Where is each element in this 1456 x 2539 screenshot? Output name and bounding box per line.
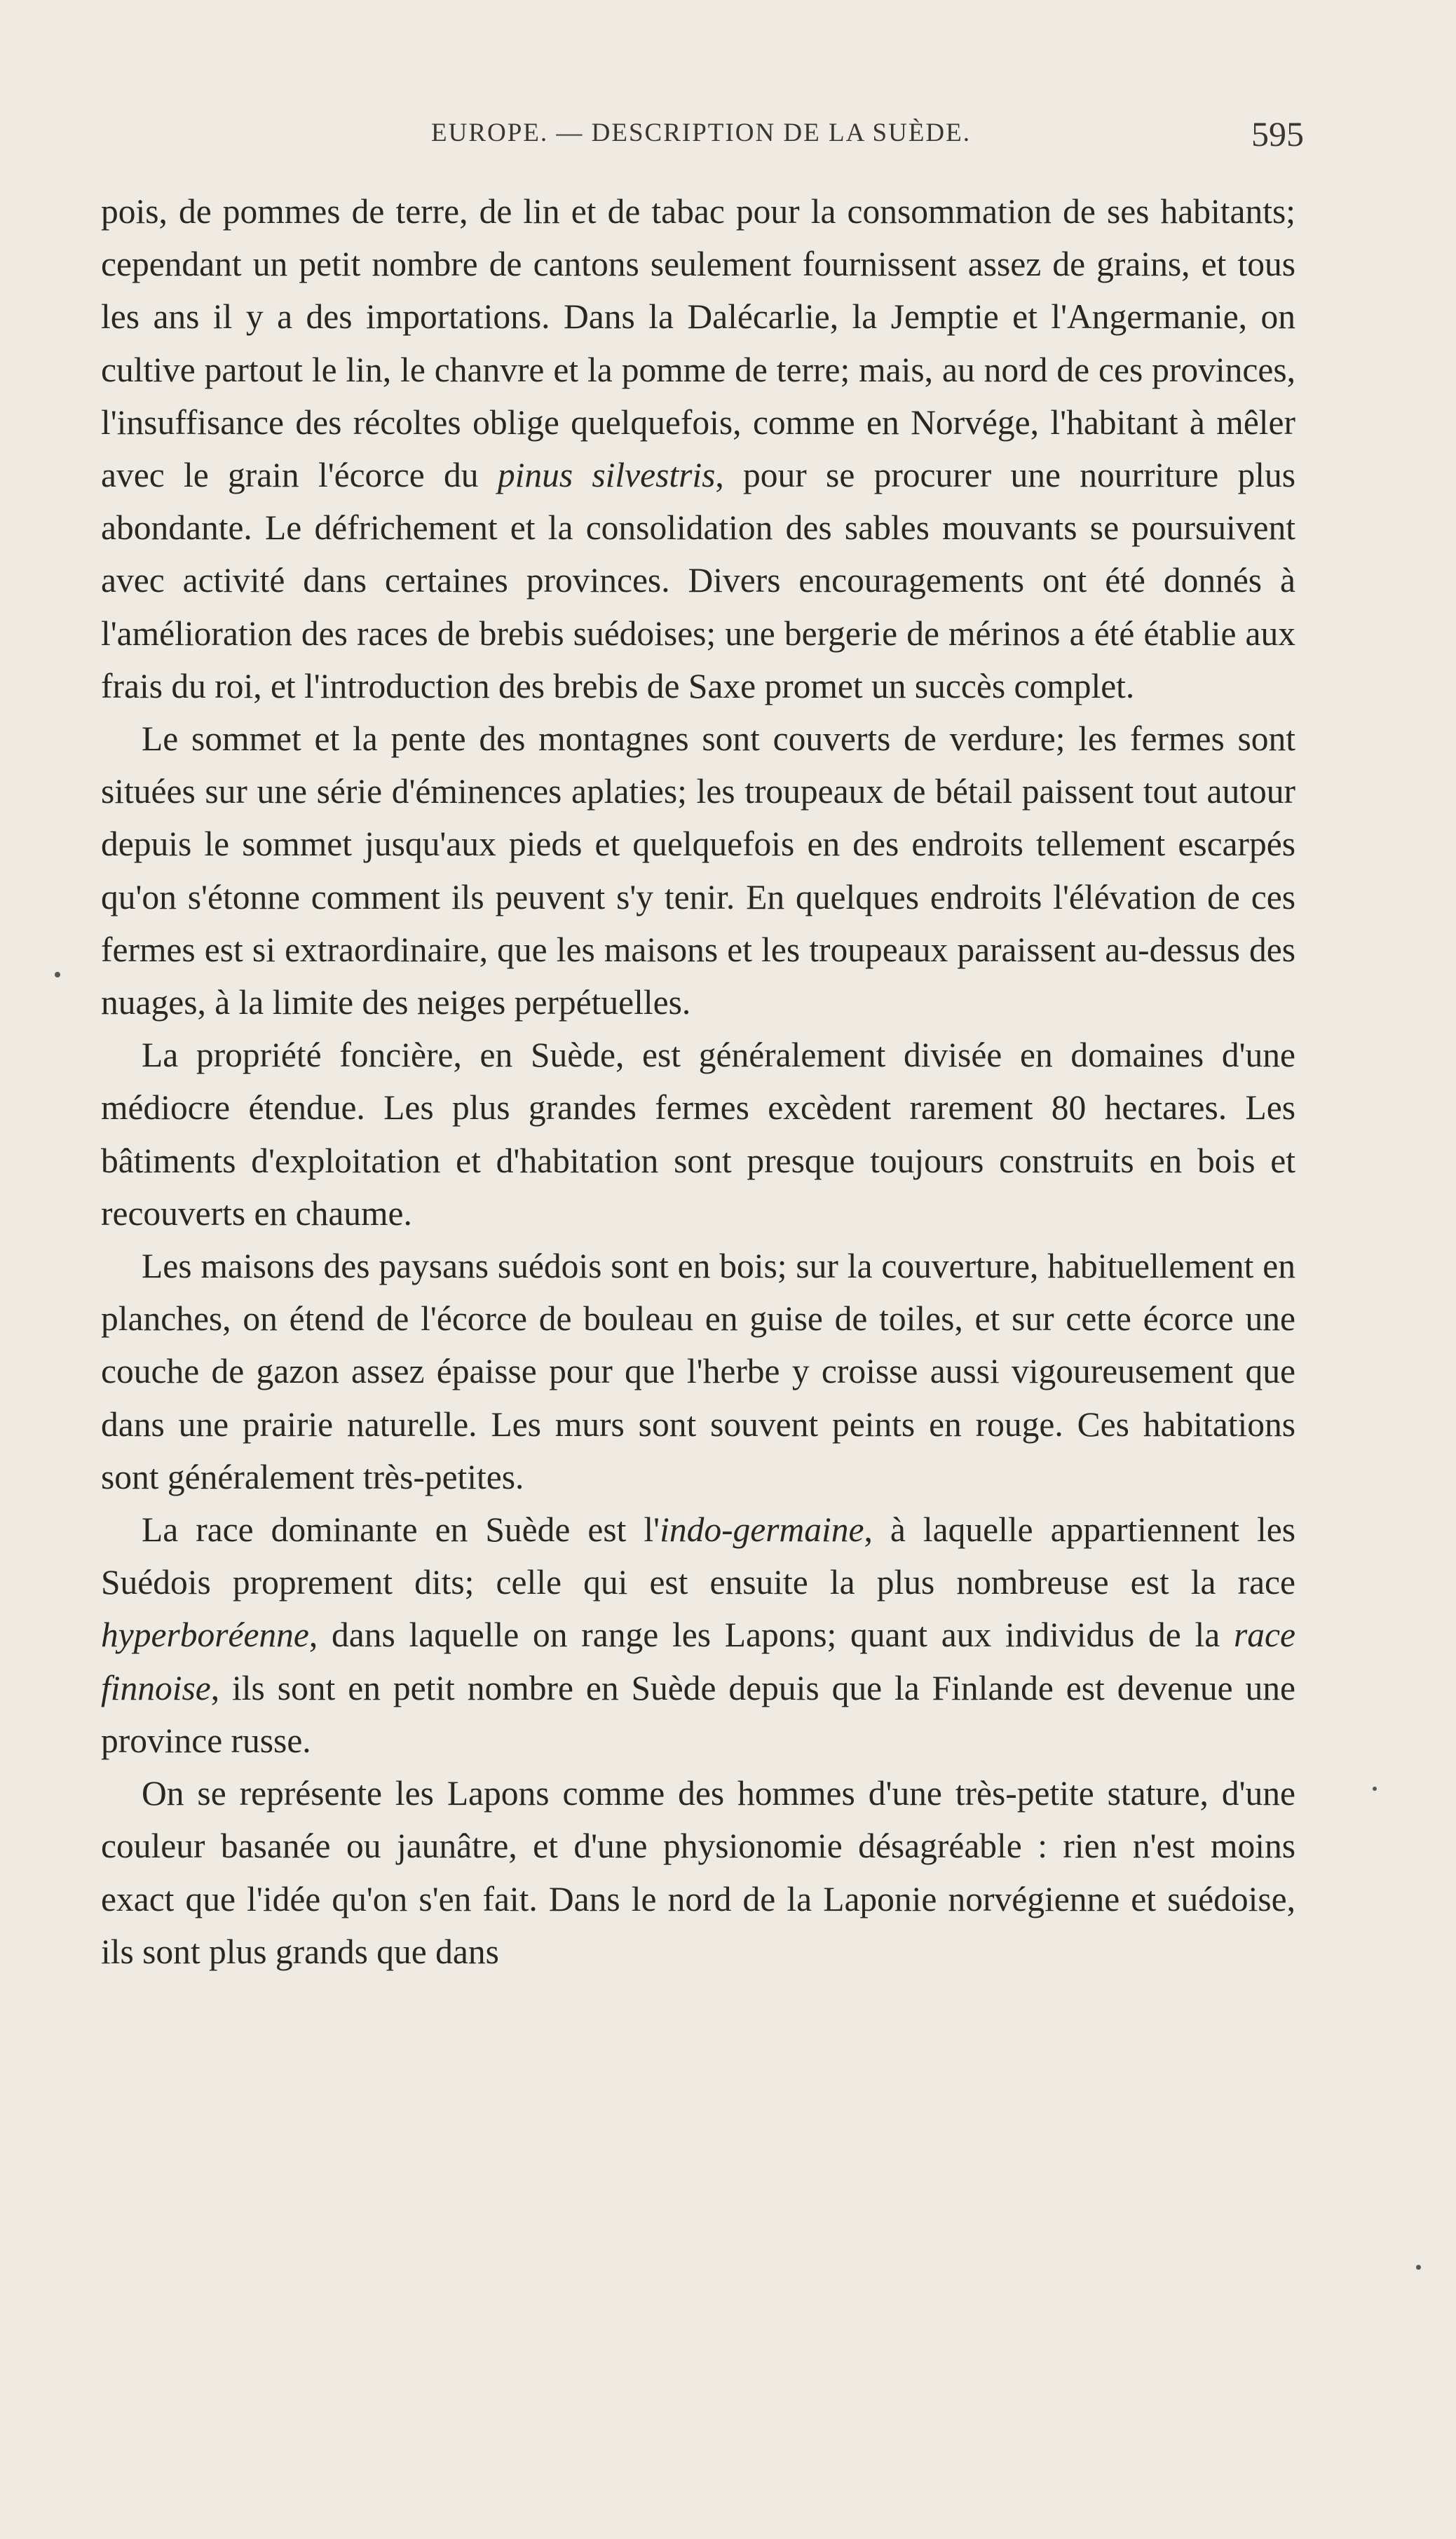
italic-term: pinus silvestris: [497, 456, 716, 495]
text-run: , dans laquelle on range les Lapons; quant aux individus de la: [308, 1616, 1234, 1655]
margin-speck: [1373, 1787, 1377, 1791]
text-run: , à laquelle appartiennent les Suédois proprement dits; celle qui est ensuite la plus nombreuse est la race: [101, 1510, 1295, 1602]
text-run: On se représente les Lapons comme des hommes d'une très-petite stature, d'une couleur basanée ou jaunâtre, et d'une physionomie désagréable : rien n'est moins exact que l'idée qu'on s'en fait. Dans le nord de la Laponie norvégienne et suédoise, ils sont plus grands que dans: [101, 1774, 1295, 1971]
text-run: pois, de pommes de terre, de lin et de tabac pour la consommation de ses habitants; cependant un petit nombre de cantons seulement fournissent assez de grains, et tous les ans il y a des importations. Dans la Dalécarlie, la Jemptie et l'Angermanie, on cultive partout le lin, le chanvre et la pomme de terre; mais, au nord de ces provinces, l'insuffisance des récoltes oblige quelquefois, comme en Norvége, l'habitant à mêler avec le grain l'écorce du: [101, 192, 1295, 495]
text-run: La race dominante en Suède est l': [142, 1510, 660, 1550]
text-run: Le sommet et la pente des montagnes sont couverts de verdure; les fermes sont situées sur une série d'éminences aplaties; les troupeaux de bétail paissent tout autour depuis le sommet jusqu'aux pieds et quelquefois en des endroits tellement escarpés qu'on s'étonne comment ils peuvent s'y tenir. En quelques endroits l'élévation de ces fermes est si extraordinaire, que les maisons et les troupeaux paraissent au-dessus des nuages, à la limite des neiges perpétuelles.: [101, 719, 1295, 1022]
paragraph: [101, 1503, 1295, 1767]
text-run: , ils sont en petit nombre en Suède depuis que la Finlande est devenue une province russe.: [101, 1668, 1295, 1760]
paragraph: [101, 1240, 1295, 1503]
margin-speck: [55, 972, 60, 977]
text-run: , pour se procurer une nourriture plus abondante. Le défrichement et la consolidation des sables mouvants se poursuivent avec activité dans certaines provinces. Divers encouragements ont été donnés à l'amélioration des races de brebis suédoises; une bergerie de mérinos a été établie aux frais du roi, et l'introduction des brebis de Saxe promet un succès complet.: [101, 456, 1295, 705]
running-head: EUROPE. — DESCRIPTION DE LA SUÈDE.: [431, 119, 971, 147]
paragraph: [101, 185, 1295, 712]
page-number: 595: [1251, 114, 1304, 154]
italic-term: race finnoise: [101, 1616, 1295, 1707]
margin-speck: [1416, 2265, 1421, 2270]
page-header: [98, 114, 1304, 174]
body-text: [101, 185, 1295, 1978]
paragraph: [101, 1029, 1295, 1240]
text-run: La propriété foncière, en Suède, est généralement divisée en domaines d'une médiocre étendue. Les plus grandes fermes excèdent rarement 80 hectares. Les bâtiments d'exploitation et d'habitation sont presque toujours construits en bois et recouverts en chaume.: [101, 1036, 1295, 1233]
italic-term: hyperboréenne: [101, 1616, 309, 1655]
paragraph: [101, 712, 1295, 1029]
italic-term: indo-germaine: [660, 1510, 864, 1550]
text-run: Les maisons des paysans suédois sont en bois; sur la couverture, habituellement en planches, on étend de l'écorce de bouleau en guise de toiles, et sur cette écorce une couche de gazon assez épaisse pour que l'herbe y croisse aussi vigoureusement que dans une prairie naturelle. Les murs sont souvent peints en rouge. Ces habitations sont généralement très-petites.: [101, 1247, 1295, 1496]
paragraph: [101, 1767, 1295, 1978]
